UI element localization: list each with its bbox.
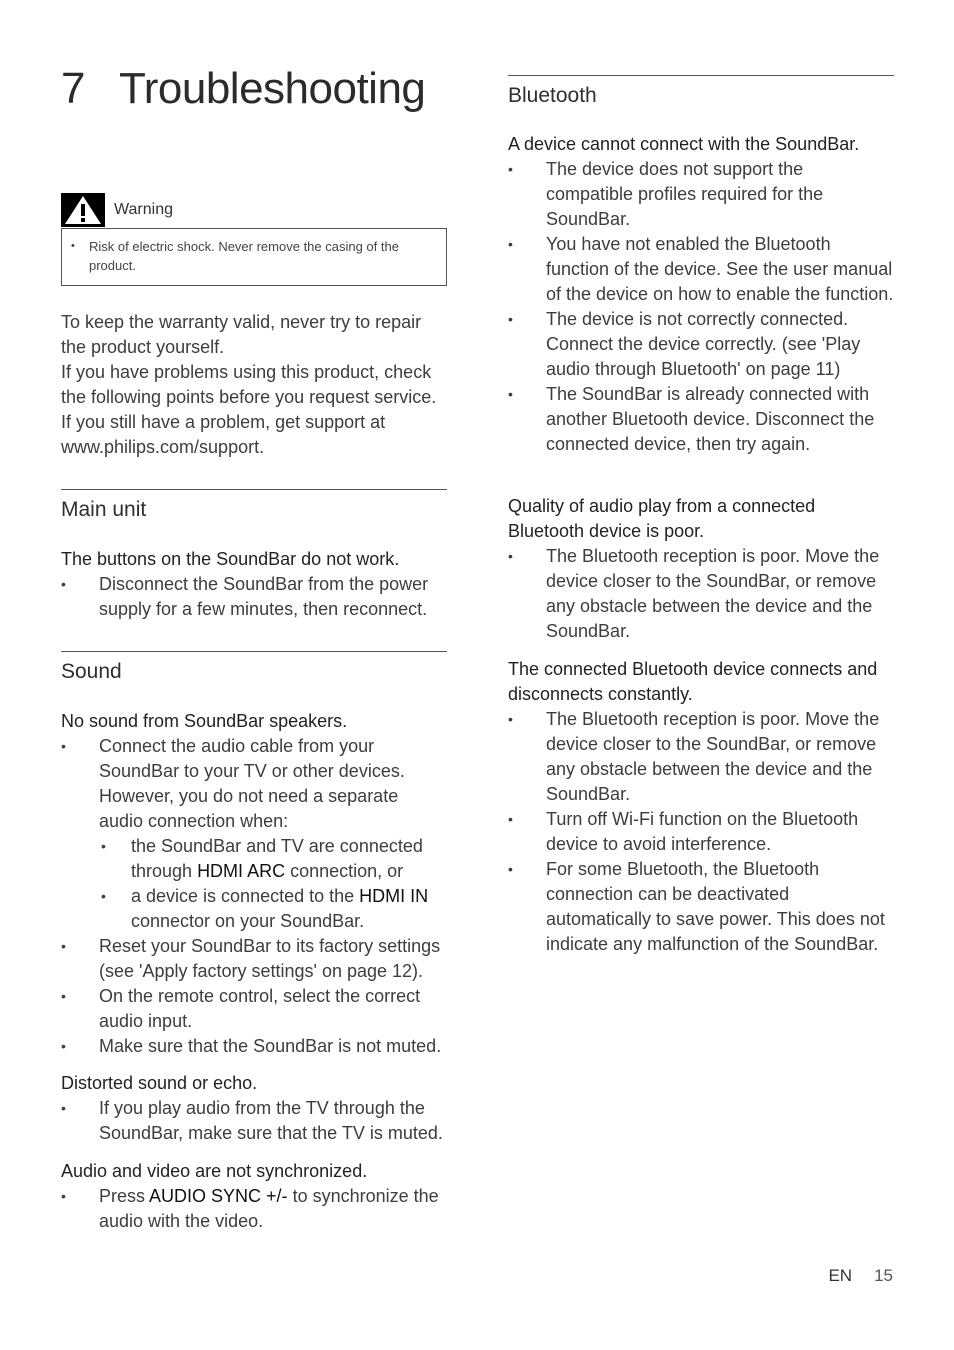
question-buttons-not-work: The buttons on the SoundBar do not work. <box>61 549 400 569</box>
poor-quality-list <box>508 544 894 644</box>
question-distorted-sound: Distorted sound or echo. <box>61 1073 258 1093</box>
connects-disconnects-list <box>508 707 894 957</box>
list-item: • The Bluetooth reception is poor. Move the device closer to the SoundBar, or remove any obstacle between the device and the SoundBar. <box>508 544 894 644</box>
text: to synchronize the audio with the video. <box>99 1186 439 1231</box>
warning-label: Warning <box>114 201 173 218</box>
hdmi-arc-term: HDMI ARC <box>197 861 286 881</box>
chapter-title-text: Troubleshooting <box>118 64 426 113</box>
list-item: • Disconnect the SoundBar from the power supply for a few minutes, then reconnect. <box>61 572 447 622</box>
intro-paragraph-1: To keep the warranty valid, never try to repair the product yourself. <box>61 312 422 357</box>
list-item: • The device does not support the compatible profiles required for the SoundBar. <box>508 157 894 232</box>
list-item: • Turn off Wi-Fi function on the Bluetooth device to avoid interference. <box>508 807 894 857</box>
intro-paragraph-2: If you have problems using this product, check the following points before you request service. If you still have a problem, get support at www.philips.com/support. <box>61 362 437 457</box>
language-code: EN <box>828 1266 853 1285</box>
av-sync-list <box>61 1184 447 1234</box>
section-sound <box>61 651 447 686</box>
section-heading-sound: Sound <box>61 660 122 683</box>
warning-header <box>61 193 447 227</box>
cannot-connect-list <box>508 157 894 457</box>
sub-list-item <box>99 834 447 884</box>
question-connects-disconnects: The connected Bluetooth device connects and disconnects constantly. <box>508 659 878 704</box>
question-cannot-connect: A device cannot connect with the SoundBar. <box>508 134 860 154</box>
list-item: • Reset your SoundBar to its factory settings (see 'Apply factory settings' on page 12). <box>61 934 447 984</box>
sub-list-item <box>99 884 447 934</box>
hdmi-in-term: HDMI IN <box>359 886 429 906</box>
distorted-sound-list <box>61 1096 447 1146</box>
text: connector on your SoundBar. <box>131 911 365 931</box>
sub-list <box>99 834 447 934</box>
list-item: • You have not enabled the Bluetooth function of the device. See the user manual of the device on how to enable the function. <box>508 232 894 307</box>
warning-box <box>61 193 447 286</box>
section-heading-bluetooth: Bluetooth <box>508 84 597 107</box>
section-heading-main-unit: Main unit <box>61 498 147 521</box>
main-unit-list <box>61 572 447 622</box>
list-item: • On the remote control, select the correct audio input. <box>61 984 447 1034</box>
list-item: • For some Bluetooth, the Bluetooth connection can be deactivated automatically to save power. This does not indicate any malfunction of the SoundBar. <box>508 857 894 957</box>
question-poor-quality: Quality of audio play from a connected Bluetooth device is poor. <box>508 496 816 541</box>
page-number: 15 <box>874 1266 893 1285</box>
audio-sync-term: AUDIO SYNC +/- <box>149 1186 288 1206</box>
question-av-sync: Audio and video are not synchronized. <box>61 1161 368 1181</box>
chapter-title <box>61 64 425 114</box>
section-bluetooth <box>508 75 894 110</box>
list-item: • The Bluetooth reception is poor. Move the device closer to the SoundBar, or remove any obstacle between the device and the SoundBar. <box>508 707 894 807</box>
chapter-number: 7 <box>61 64 85 113</box>
no-sound-list <box>61 734 447 1059</box>
text: a device is connected to the <box>131 886 360 906</box>
text: connection, or <box>285 861 404 881</box>
list-item-text: Connect the audio cable from your SoundBar to your TV or other devices. However, you do not need a separate audio connection when: <box>99 736 405 831</box>
warning-icon <box>61 193 105 227</box>
list-item: • The device is not correctly connected. Connect the device correctly. (see 'Play audio through Bluetooth' on page 11) <box>508 307 894 382</box>
list-item <box>61 734 447 934</box>
question-no-sound: No sound from SoundBar speakers. <box>61 711 348 731</box>
warning-content <box>61 228 447 286</box>
bullet: • <box>71 240 75 252</box>
warning-item: Risk of electric shock. Never remove the casing of the product. <box>89 239 399 273</box>
list-item: • Make sure that the SoundBar is not muted. <box>61 1034 447 1059</box>
list-item: • If you play audio from the TV through the SoundBar, make sure that the TV is muted. <box>61 1096 447 1146</box>
list-item <box>61 1184 447 1234</box>
page-footer <box>828 1266 893 1286</box>
section-main-unit <box>61 489 447 524</box>
list-item: • The SoundBar is already connected with another Bluetooth device. Disconnect the connected device, then try again. <box>508 382 894 457</box>
text: Press <box>99 1186 150 1206</box>
text: the SoundBar and TV are connected through <box>131 836 423 881</box>
